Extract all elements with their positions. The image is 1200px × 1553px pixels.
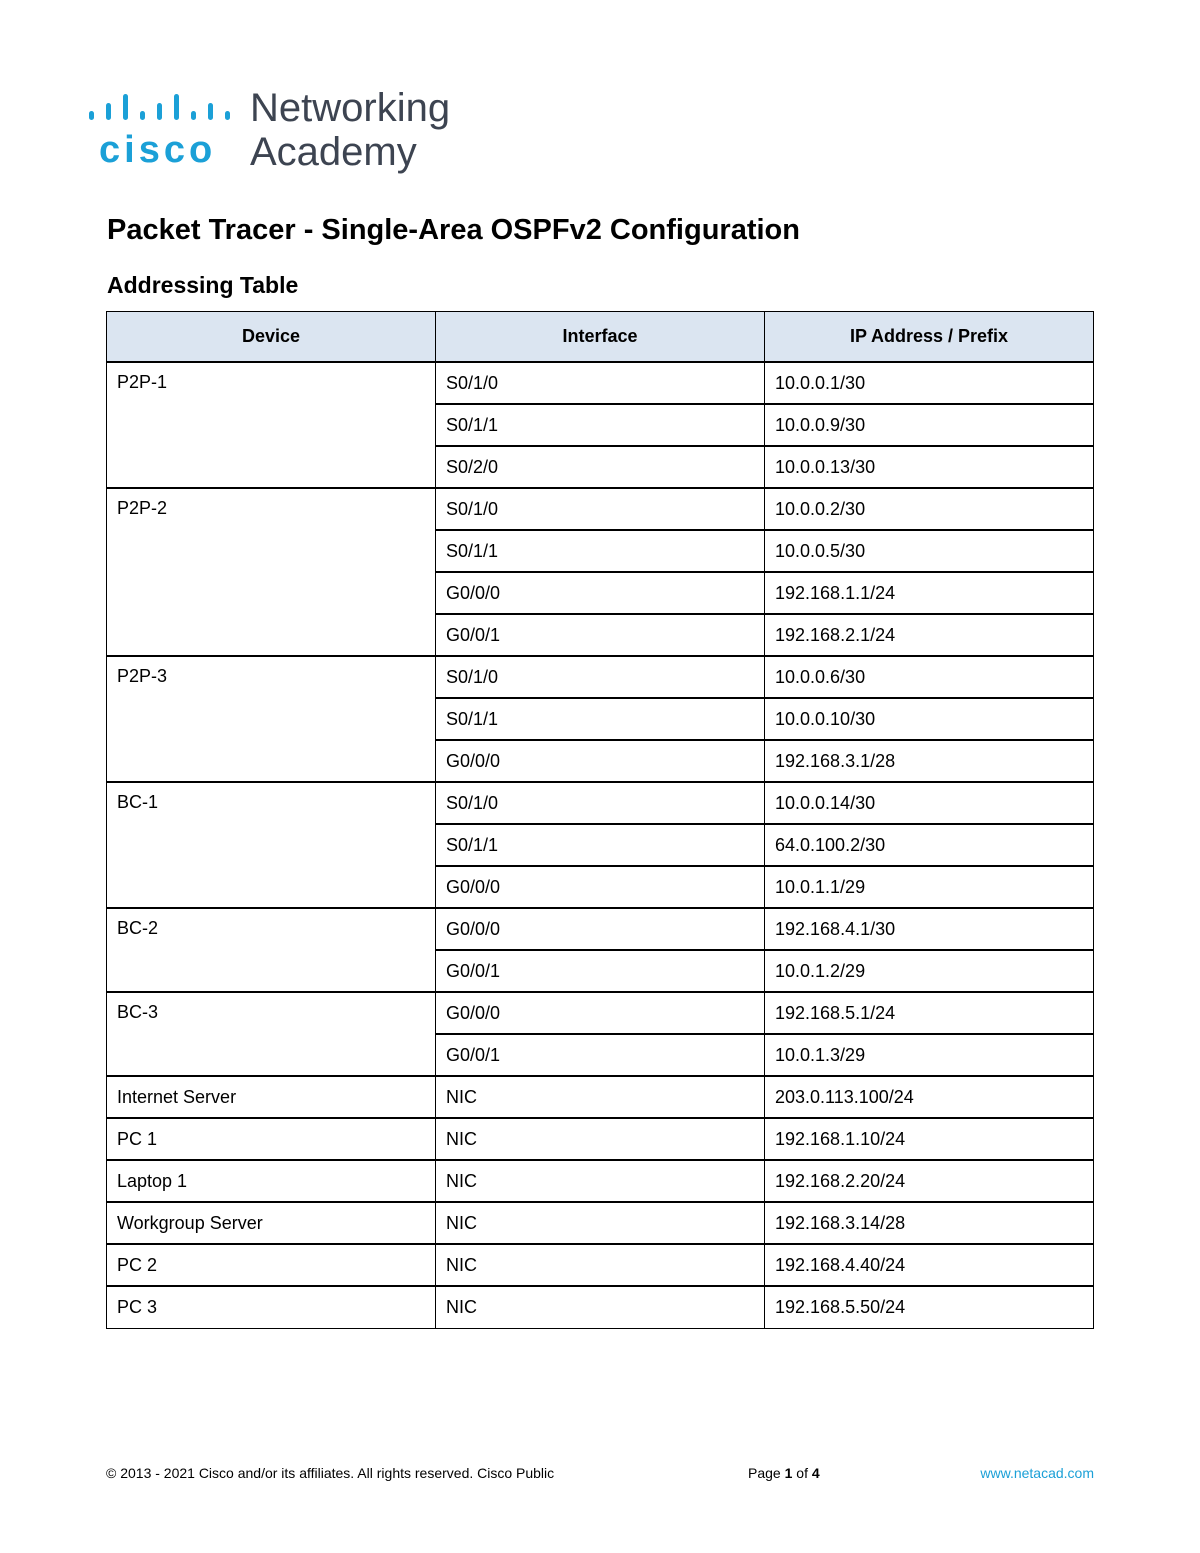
interface-cell: NIC bbox=[436, 1202, 765, 1244]
interface-cell: S0/1/0 bbox=[436, 656, 765, 698]
device-cell: Laptop 1 bbox=[107, 1160, 436, 1202]
table-row bbox=[107, 1244, 1094, 1286]
column-header-interface: Interface bbox=[436, 312, 765, 363]
interface-cell: G0/0/0 bbox=[436, 572, 765, 614]
device-cell: BC-2 bbox=[107, 908, 436, 992]
page-current: 1 bbox=[784, 1465, 793, 1481]
device-cell: Internet Server bbox=[107, 1076, 436, 1118]
ip-cell: 192.168.2.20/24 bbox=[765, 1160, 1094, 1202]
ip-cell: 192.168.3.1/28 bbox=[765, 740, 1094, 782]
ip-cell: 192.168.4.1/30 bbox=[765, 908, 1094, 950]
ip-cell: 10.0.0.13/30 bbox=[765, 446, 1094, 488]
ip-cell: 10.0.0.14/30 bbox=[765, 782, 1094, 824]
page-total: 4 bbox=[811, 1465, 820, 1481]
table-row bbox=[107, 1202, 1094, 1244]
ip-cell: 192.168.1.1/24 bbox=[765, 572, 1094, 614]
ip-cell: 10.0.0.5/30 bbox=[765, 530, 1094, 572]
table-row bbox=[107, 488, 1094, 530]
table-row bbox=[107, 362, 1094, 404]
website-link[interactable]: www.netacad.com bbox=[980, 1465, 1094, 1481]
ip-cell: 64.0.100.2/30 bbox=[765, 824, 1094, 866]
ip-cell: 10.0.1.2/29 bbox=[765, 950, 1094, 992]
interface-cell: S0/1/0 bbox=[436, 362, 765, 404]
interface-cell: G0/0/0 bbox=[436, 866, 765, 908]
interface-cell: S0/1/1 bbox=[436, 404, 765, 446]
interface-cell: G0/0/0 bbox=[436, 740, 765, 782]
interface-cell: S0/1/1 bbox=[436, 698, 765, 740]
interface-cell: S0/1/0 bbox=[436, 488, 765, 530]
device-cell: PC 3 bbox=[107, 1286, 436, 1328]
table-row bbox=[107, 782, 1094, 824]
interface-cell: S0/2/0 bbox=[436, 446, 765, 488]
document-title: Packet Tracer - Single-Area OSPFv2 Configuration bbox=[107, 214, 800, 246]
interface-cell: NIC bbox=[436, 1076, 765, 1118]
ip-cell: 192.168.5.50/24 bbox=[765, 1286, 1094, 1328]
table-row bbox=[107, 1160, 1094, 1202]
column-header-device: Device bbox=[107, 312, 436, 363]
page-number bbox=[748, 1465, 820, 1481]
device-cell: P2P-1 bbox=[107, 362, 436, 488]
ip-cell: 10.0.1.1/29 bbox=[765, 866, 1094, 908]
cisco-networking-academy-logo bbox=[85, 86, 475, 178]
copyright-notice: © 2013 - 2021 Cisco and/or its affiliates. All rights reserved. Cisco Public bbox=[106, 1465, 555, 1481]
interface-cell: S0/1/0 bbox=[436, 782, 765, 824]
device-cell: PC 2 bbox=[107, 1244, 436, 1286]
page-of: of bbox=[796, 1465, 808, 1481]
device-cell: BC-1 bbox=[107, 782, 436, 908]
table-row bbox=[107, 992, 1094, 1034]
ip-cell: 10.0.0.10/30 bbox=[765, 698, 1094, 740]
ip-cell: 192.168.3.14/28 bbox=[765, 1202, 1094, 1244]
cisco-bridge-icon bbox=[85, 92, 235, 126]
ip-cell: 192.168.1.10/24 bbox=[765, 1118, 1094, 1160]
device-cell: P2P-3 bbox=[107, 656, 436, 782]
page-footer bbox=[106, 1465, 1094, 1485]
table-row bbox=[107, 656, 1094, 698]
column-header-ip-prefix: IP Address / Prefix bbox=[765, 312, 1094, 363]
interface-cell: NIC bbox=[436, 1244, 765, 1286]
cisco-wordmark: cisco bbox=[99, 129, 217, 171]
interface-cell: G0/0/0 bbox=[436, 992, 765, 1034]
addressing-table bbox=[106, 311, 1094, 1329]
interface-cell: G0/0/1 bbox=[436, 1034, 765, 1076]
interface-cell: NIC bbox=[436, 1118, 765, 1160]
ip-cell: 192.168.4.40/24 bbox=[765, 1244, 1094, 1286]
logo-line-2: Academy bbox=[250, 130, 417, 174]
interface-cell: NIC bbox=[436, 1286, 765, 1328]
ip-cell: 192.168.2.1/24 bbox=[765, 614, 1094, 656]
ip-cell: 10.0.0.2/30 bbox=[765, 488, 1094, 530]
table-row bbox=[107, 1076, 1094, 1118]
logo-line-1: Networking bbox=[250, 86, 451, 130]
device-cell: BC-3 bbox=[107, 992, 436, 1076]
networking-academy-label bbox=[250, 86, 450, 174]
interface-cell: NIC bbox=[436, 1160, 765, 1202]
ip-cell: 10.0.1.3/29 bbox=[765, 1034, 1094, 1076]
ip-cell: 10.0.0.1/30 bbox=[765, 362, 1094, 404]
interface-cell: S0/1/1 bbox=[436, 824, 765, 866]
table-row bbox=[107, 1286, 1094, 1328]
interface-cell: G0/0/0 bbox=[436, 908, 765, 950]
device-cell: P2P-2 bbox=[107, 488, 436, 656]
addressing-table-heading: Addressing Table bbox=[107, 272, 299, 298]
ip-cell: 10.0.0.9/30 bbox=[765, 404, 1094, 446]
page-label: Page bbox=[748, 1465, 781, 1481]
ip-cell: 10.0.0.6/30 bbox=[765, 656, 1094, 698]
ip-cell: 203.0.113.100/24 bbox=[765, 1076, 1094, 1118]
device-cell: PC 1 bbox=[107, 1118, 436, 1160]
table-row bbox=[107, 1118, 1094, 1160]
interface-cell: G0/0/1 bbox=[436, 614, 765, 656]
interface-cell: S0/1/1 bbox=[436, 530, 765, 572]
table-row bbox=[107, 908, 1094, 950]
ip-cell: 192.168.5.1/24 bbox=[765, 992, 1094, 1034]
device-cell: Workgroup Server bbox=[107, 1202, 436, 1244]
interface-cell: G0/0/1 bbox=[436, 950, 765, 992]
table-header-row bbox=[107, 312, 1094, 363]
